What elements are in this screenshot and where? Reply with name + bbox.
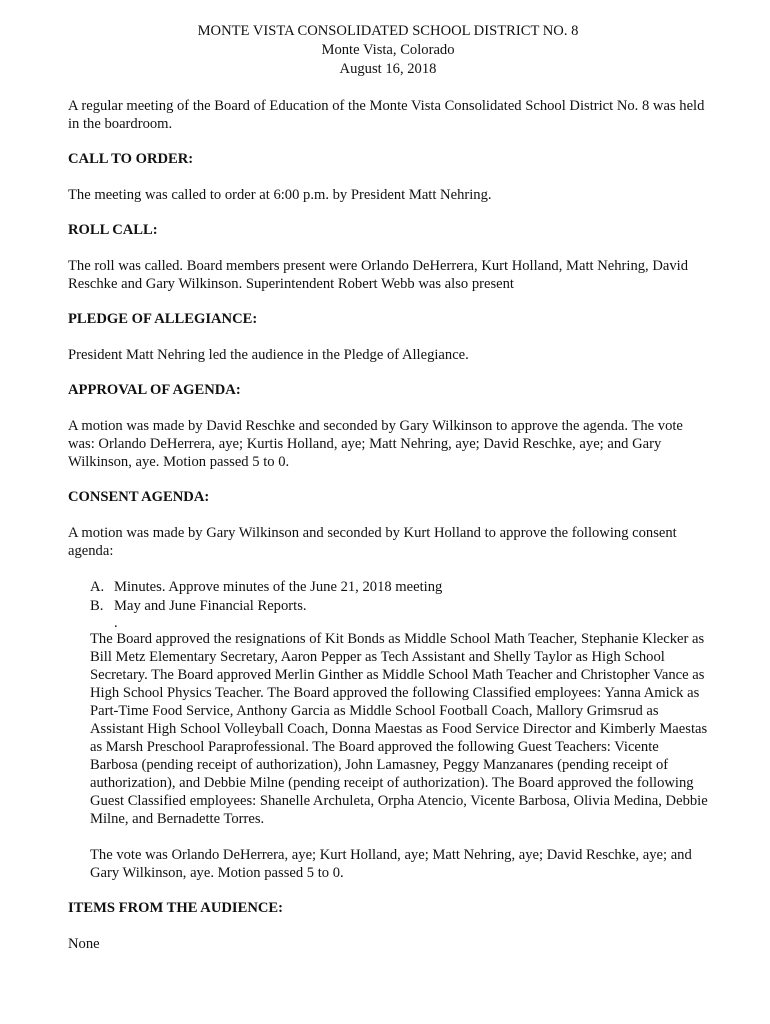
list-item [90, 597, 708, 616]
pledge-text: President Matt Nehring led the audience in the Pledge of Allegiance. [68, 347, 469, 363]
approval-of-agenda-text: A motion was made by David Reschke and seconded by Gary Wilkinson to approve the agenda. The vote was: Orlando DeHerrera, aye; Kurtis Holland, aye; Matt Nehring, aye; David Reschke, aye; and Gary Wilkinson, aye. Motion passed 5 to 0. [68, 418, 683, 470]
list-item-text: May and June Financial Reports. [114, 598, 307, 614]
call-to-order-heading: CALL TO ORDER: [68, 151, 194, 167]
personnel-paragraph: The Board approved the resignations of Kit Bonds as Middle School Math Teacher, Stephanie Klecker as Bill Metz Elementary Secretary, Aaron Pepper as Tech Assistant and Shelly Taylor as High School Secretary. The Board approved Merlin Ginther as Middle School Math Teacher and Christopher Vance as High School Physics Teacher. The Board approved the following Classified employees: Yanna Amick as Part-Time Food Service, Anthony Garcia as Middle School Football Coach, Mallory Grimsrud as Assistant High School Volleyball Coach, Donna Maestas as Food Service Director and Kimberly Maestas as Marsh Preschool Paraprofessional. The Board approved the following Guest Teachers: Vicente Barbosa (pending receipt of authorization), John Lamasney, Peggy Manzanares (pending receipt of authorization), and Debbie Milne (pending receipt of authorization). The Board approved the following Guest Classified employees: Shanelle Archuleta, Orpha Atencio, Vicente Barbosa, Olivia Medina, Debbie Milne, and Bernadette Torres. [90, 631, 708, 827]
approval-of-agenda-heading: APPROVAL OF AGENDA: [68, 382, 241, 398]
items-from-audience-text: None [68, 936, 100, 952]
list-item [90, 578, 708, 597]
meeting-date: August 16, 2018 [339, 61, 437, 77]
consent-vote-paragraph: The vote was Orlando DeHerrera, aye; Kurt Holland, aye; Matt Nehring, aye; David Reschke, aye; and Gary Wilkinson, aye. Motion passed 5 to 0. [90, 847, 692, 881]
district-name: MONTE VISTA CONSOLIDATED SCHOOL DISTRICT NO. 8 [197, 23, 579, 39]
list-item-text: Minutes. Approve minutes of the June 21, 2018 meeting [114, 579, 443, 595]
list-dot: . [114, 615, 118, 631]
items-from-audience-heading: ITEMS FROM THE AUDIENCE: [68, 900, 284, 916]
intro-paragraph: A regular meeting of the Board of Education of the Monte Vista Consolidated School District No. 8 was held in the boardroom. [68, 98, 705, 132]
district-location: Monte Vista, Colorado [321, 42, 455, 58]
pledge-heading: PLEDGE OF ALLEGIANCE: [68, 311, 258, 327]
document-header [68, 22, 708, 79]
list-item-marker: B. [90, 598, 104, 614]
roll-call-heading: ROLL CALL: [68, 222, 158, 238]
consent-agenda-text: A motion was made by Gary Wilkinson and seconded by Kurt Holland to approve the following consent agenda: [68, 525, 677, 559]
consent-agenda-heading: CONSENT AGENDA: [68, 489, 210, 505]
call-to-order-text: The meeting was called to order at 6:00 p.m. by President Matt Nehring. [68, 187, 492, 203]
list-item-marker: A. [90, 579, 105, 595]
document-page [68, 22, 708, 953]
roll-call-text: The roll was called. Board members present were Orlando DeHerrera, Kurt Holland, Matt Nehring, David Reschke and Gary Wilkinson. Superintendent Robert Webb was also present [68, 258, 689, 292]
consent-agenda-list [90, 578, 708, 616]
